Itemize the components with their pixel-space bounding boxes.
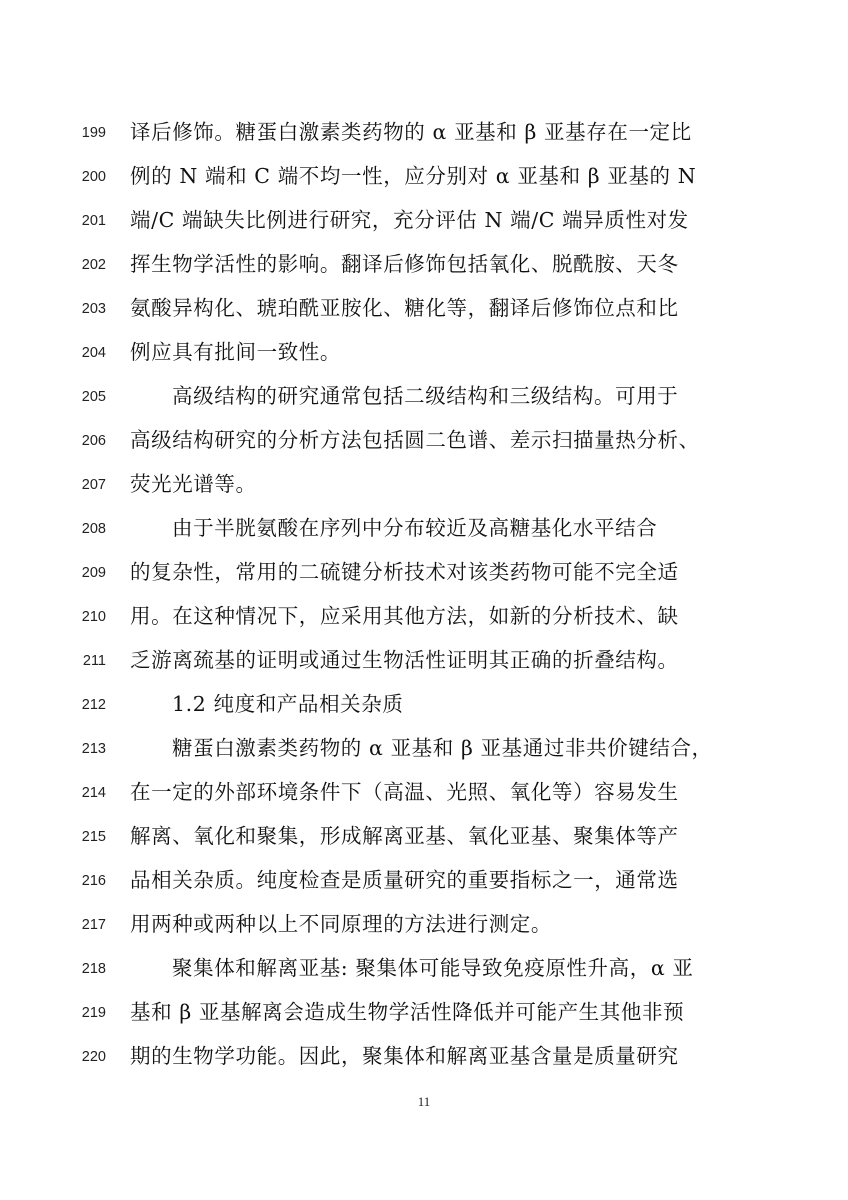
line-number: 217 [81,917,106,933]
line-text: 用两种或两种以上不同原理的方法进行测定。 [130,912,552,936]
line-number: 200 [81,169,106,185]
line-text: 聚集体和解离亚基: 聚集体可能导致免疫原性升高，α 亚 [172,956,694,980]
line-text: 期的生物学功能。因此，聚集体和解离亚基含量是质量研究 [130,1044,679,1068]
line-number: 208 [81,521,106,537]
line-number: 214 [81,785,106,801]
text-line [0,645,848,689]
line-text: 译后修饰。糖蛋白激素类药物的 α 亚基和 β 亚基存在一定比 [130,120,692,144]
line-text: 挥生物学活性的影响。翻译后修饰包括氧化、脱酰胺、天冬 [130,252,679,276]
line-number: 220 [81,1049,106,1065]
line-text: 在一定的外部环境条件下（高温、光照、氧化等）容易发生 [130,780,679,804]
line-number: 213 [81,741,106,757]
line-text: 的复杂性，常用的二硫键分析技术对该类药物可能不完全适 [130,560,679,584]
line-number: 219 [81,1005,106,1021]
line-number: 211 [82,653,106,669]
section-heading: 1.2 纯度和产品相关杂质 [172,692,404,716]
text-line [0,1041,848,1085]
text-line [0,865,848,909]
page-number: 11 [417,1094,431,1109]
line-text: 例应具有批间一致性。 [130,340,341,364]
line-text: 高级结构的研究通常包括二级结构和三级结构。可用于 [172,384,679,408]
line-number: 199 [81,125,106,141]
text-line [0,425,848,469]
line-number: 212 [81,697,106,713]
text-line [0,997,848,1041]
line-number: 215 [81,829,106,845]
text-line [0,381,848,425]
text-line [0,205,848,249]
line-number: 202 [81,257,106,273]
text-line [0,733,848,777]
line-number: 205 [81,389,106,405]
text-line [0,469,848,513]
line-number: 206 [81,433,106,449]
text-line [0,161,848,205]
line-text: 品相关杂质。纯度检查是质量研究的重要指标之一，通常选 [130,868,679,892]
line-number: 203 [81,301,106,317]
line-text: 解离、氧化和聚集，形成解离亚基、氧化亚基、聚集体等产 [130,824,679,848]
line-number: 207 [81,477,106,493]
line-text: 高级结构研究的分析方法包括圆二色谱、差示扫描量热分析、 [130,428,700,452]
text-line [0,909,848,953]
text-line [0,293,848,337]
line-number: 201 [81,213,106,229]
line-text: 氨酸异构化、琥珀酰亚胺化、糖化等，翻译后修饰位点和比 [130,296,679,320]
text-line [0,249,848,293]
section-heading-line [0,689,848,733]
line-number: 204 [81,345,106,361]
line-text: 由于半胱氨酸在序列中分布较近及高糖基化水平结合 [172,516,658,540]
line-text: 荧光光谱等。 [130,472,257,496]
line-text: 例的 N 端和 C 端不均一性，应分别对 α 亚基和 β 亚基的 N [130,164,697,188]
line-text: 用。在这种情况下，应采用其他方法，如新的分析技术、缺 [130,604,679,628]
text-line [0,337,848,381]
text-line [0,601,848,645]
line-text: 基和 β 亚基解离会造成生物学活性降低并可能产生其他非预 [130,1000,685,1024]
text-line [0,557,848,601]
line-number: 210 [81,609,106,625]
text-line [0,953,848,997]
line-number: 216 [81,873,106,889]
line-text: 糖蛋白激素类药物的 α 亚基和 β 亚基通过非共价键结合， [172,736,713,760]
line-number: 218 [81,961,106,977]
text-line [0,117,848,161]
text-line [0,777,848,821]
line-text: 端/C 端缺失比例进行研究，充分评估 N 端/C 端异质性对发 [130,208,689,232]
line-number: 209 [81,565,106,581]
text-line [0,513,848,557]
text-line [0,821,848,865]
line-text: 乏游离巯基的证明或通过生物活性证明其正确的折叠结构。 [130,648,679,672]
